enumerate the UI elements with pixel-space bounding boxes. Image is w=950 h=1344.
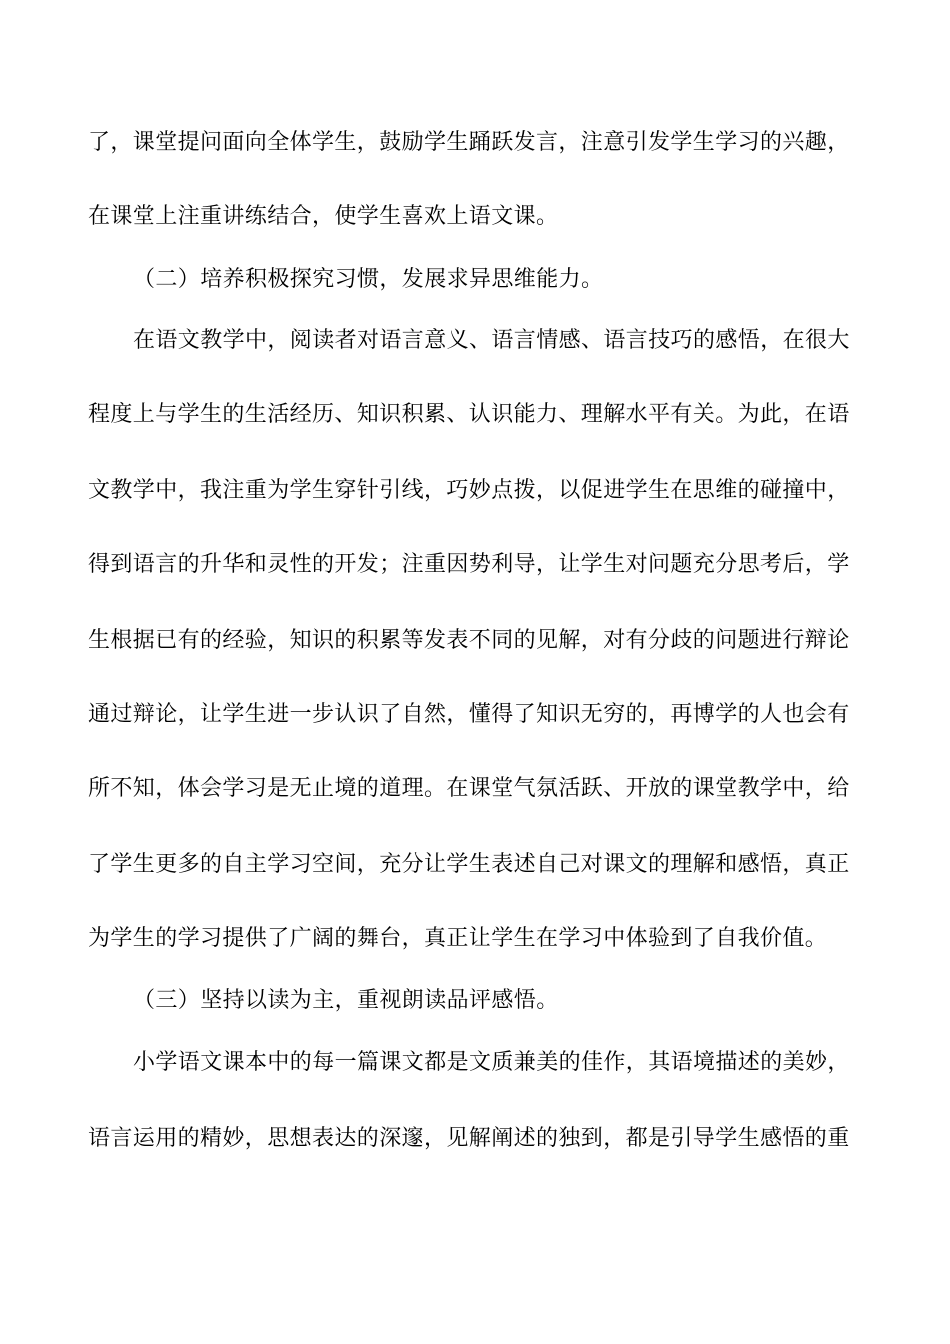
paragraph-line: 了，课堂提问面向全体学生，鼓励学生踊跃发言，注意引发学生学习的兴趣， <box>88 130 850 155</box>
paragraph-line: 生根据已有的经验，知识的积累等发表不同的见解，对有分歧的问题进行辩论 <box>88 628 850 653</box>
paragraph-line: 得到语言的升华和灵性的开发；注重因势利导，让学生对问题充分思考后，学 <box>88 552 850 577</box>
section-heading: （二）培养积极探究习惯，发展求异思维能力。 <box>133 267 604 292</box>
paragraph-line: 在课堂上注重讲练结合，使学生喜欢上语文课。 <box>88 204 559 229</box>
paragraph-line: 程度上与学生的生活经历、知识积累、认识能力、理解水平有关。为此，在语 <box>88 402 850 427</box>
paragraph-line: 通过辩论，让学生进一步认识了自然，懂得了知识无穷的，再博学的人也会有 <box>88 702 850 727</box>
paragraph-line: 为学生的学习提供了广阔的舞台，真正让学生在学习中体验到了自我价值。 <box>88 926 828 951</box>
paragraph-line: 在语文教学中，阅读者对语言意义、语言情感、语言技巧的感悟，在很大 <box>133 328 850 353</box>
paragraph-line: 语言运用的精妙，思想表达的深邃，见解阐述的独到，都是引导学生感悟的重 <box>88 1126 850 1151</box>
paragraph-line: 小学语文课本中的每一篇课文都是文质兼美的佳作，其语境描述的美妙， <box>133 1050 850 1075</box>
paragraph-line: 文教学中，我注重为学生穿针引线，巧妙点拨，以促进学生在思维的碰撞中， <box>88 478 850 503</box>
paragraph-line: 了学生更多的自主学习空间，充分让学生表述自己对课文的理解和感悟，真正 <box>88 852 850 877</box>
section-heading: （三）坚持以读为主，重视朗读品评感悟。 <box>133 988 559 1013</box>
paragraph-line: 所不知，体会学习是无止境的道理。在课堂气氛活跃、开放的课堂教学中，给 <box>88 776 850 801</box>
